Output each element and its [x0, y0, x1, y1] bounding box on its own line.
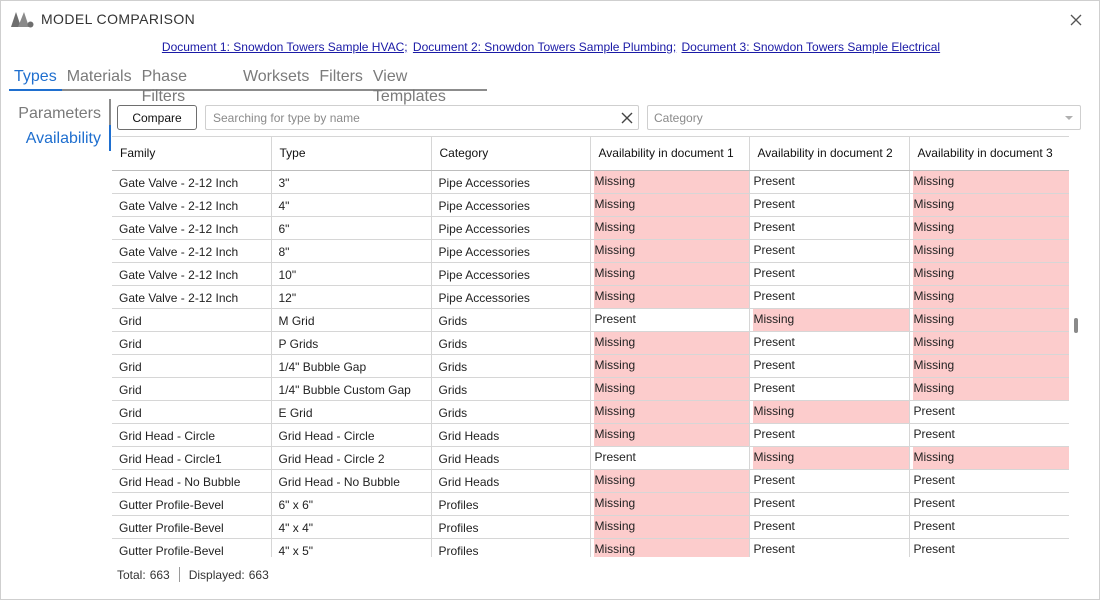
- category-dropdown[interactable]: [647, 105, 1081, 130]
- window-title: MODEL COMPARISON: [41, 11, 196, 27]
- table-row[interactable]: [112, 354, 1069, 377]
- cell-availability-doc-2: [749, 193, 909, 216]
- cell-availability-doc-3: [909, 331, 1069, 354]
- document-3-link[interactable]: Document 3: Snowdon Towers Sample Electrical: [681, 40, 941, 54]
- cell-availability-doc-1: [590, 170, 749, 193]
- cell-availability-doc-3: [909, 354, 1069, 377]
- displayed-count: 663: [248, 567, 269, 582]
- availability-status: Missing: [913, 263, 1069, 285]
- cell-type: 8": [271, 239, 431, 262]
- cell-category: Grids: [431, 331, 590, 354]
- app-logo-icon: [10, 10, 34, 28]
- cell-category: Pipe Accessories: [431, 239, 590, 262]
- availability-status: Present: [753, 334, 795, 349]
- cell-family: Grid: [112, 308, 271, 331]
- availability-status: Missing: [913, 332, 1069, 354]
- tab-phase-filters[interactable]: Phase Filters: [141, 68, 187, 105]
- availability-status: Missing: [594, 378, 749, 400]
- cell-availability-doc-1: [590, 239, 749, 262]
- availability-status: Present: [753, 219, 795, 234]
- document-2-link[interactable]: Document 2: Snowdon Towers Sample Plumbing;: [412, 40, 677, 54]
- availability-status: Present: [594, 311, 636, 326]
- availability-status: Present: [913, 472, 955, 487]
- side-nav-parameters[interactable]: Parameters: [18, 105, 101, 122]
- cell-family: Gutter Profile-Bevel: [112, 538, 271, 557]
- availability-status: Present: [753, 196, 795, 211]
- availability-status: Present: [753, 173, 795, 188]
- cell-type: 4" x 4": [271, 515, 431, 538]
- cell-family: Grid: [112, 400, 271, 423]
- table-row[interactable]: [112, 193, 1069, 216]
- cell-family: Grid: [112, 354, 271, 377]
- availability-status: Present: [753, 495, 795, 510]
- cell-availability-doc-1: [590, 216, 749, 239]
- cell-availability-doc-2: [749, 515, 909, 538]
- cell-availability-doc-2: [749, 239, 909, 262]
- tab-view-templates[interactable]: View Templates: [372, 68, 446, 105]
- table-row[interactable]: [112, 308, 1069, 331]
- availability-status: Missing: [753, 447, 909, 469]
- cell-family: Gate Valve - 2-12 Inch: [112, 216, 271, 239]
- availability-status: Present: [753, 541, 795, 556]
- cell-type: 12": [271, 285, 431, 308]
- table-row[interactable]: [112, 216, 1069, 239]
- availability-status: Missing: [913, 378, 1069, 400]
- cell-type: Grid Head - No Bubble: [271, 469, 431, 492]
- cell-availability-doc-1: [590, 423, 749, 446]
- cell-family: Grid: [112, 377, 271, 400]
- availability-status: Present: [753, 380, 795, 395]
- cell-availability-doc-1: [590, 193, 749, 216]
- vertical-scrollbar[interactable]: [1069, 136, 1083, 557]
- cell-type: Grid Head - Circle 2: [271, 446, 431, 469]
- cell-family: Gate Valve - 2-12 Inch: [112, 170, 271, 193]
- availability-status: Missing: [913, 355, 1069, 377]
- cell-availability-doc-1: [590, 400, 749, 423]
- cell-availability-doc-3: [909, 170, 1069, 193]
- table-row[interactable]: [112, 492, 1069, 515]
- availability-status: Missing: [594, 240, 749, 262]
- clear-search-icon[interactable]: [620, 111, 634, 125]
- availability-status: Missing: [913, 309, 1069, 331]
- availability-status: Missing: [594, 516, 749, 538]
- side-nav: [1, 99, 111, 151]
- availability-status: Missing: [594, 171, 749, 193]
- footer-divider: [179, 567, 180, 582]
- cell-availability-doc-3: [909, 216, 1069, 239]
- cell-category: Grid Heads: [431, 446, 590, 469]
- availability-status: Present: [753, 426, 795, 441]
- cell-availability-doc-1: [590, 354, 749, 377]
- cell-availability-doc-3: [909, 446, 1069, 469]
- table-row[interactable]: [112, 331, 1069, 354]
- cell-type: P Grids: [271, 331, 431, 354]
- availability-status: Missing: [594, 470, 749, 492]
- cell-category: Pipe Accessories: [431, 285, 590, 308]
- availability-status: Present: [753, 265, 795, 280]
- availability-status: Missing: [594, 401, 749, 423]
- availability-status: Missing: [594, 493, 749, 515]
- cell-category: Pipe Accessories: [431, 262, 590, 285]
- tab-types[interactable]: Types: [9, 67, 62, 91]
- cell-availability-doc-2: [749, 492, 909, 515]
- side-nav-availability[interactable]: Availability: [25, 130, 101, 147]
- availability-status: Missing: [594, 286, 749, 308]
- total-label: Total:: [117, 567, 146, 582]
- table-row[interactable]: [112, 262, 1069, 285]
- cell-type: 10": [271, 262, 431, 285]
- cell-type: 3": [271, 170, 431, 193]
- main-tabs: [9, 67, 487, 105]
- cell-availability-doc-2: [749, 538, 909, 557]
- table-row[interactable]: [112, 538, 1069, 557]
- cell-category: Grid Heads: [431, 469, 590, 492]
- tab-worksets[interactable]: Worksets: [242, 68, 310, 85]
- table-row[interactable]: [112, 239, 1069, 262]
- cell-availability-doc-1: [590, 446, 749, 469]
- chevron-down-icon: [1064, 114, 1074, 122]
- cell-type: 1/4" Bubble Custom Gap: [271, 377, 431, 400]
- cell-category: Profiles: [431, 515, 590, 538]
- column-header-type[interactable]: Type: [271, 137, 431, 170]
- availability-status: Present: [913, 403, 955, 418]
- cell-availability-doc-2: [749, 262, 909, 285]
- availability-status: Present: [753, 472, 795, 487]
- cell-category: Grid Heads: [431, 423, 590, 446]
- cell-availability-doc-2: [749, 170, 909, 193]
- cell-family: Gate Valve - 2-12 Inch: [112, 262, 271, 285]
- cell-availability-doc-3: [909, 377, 1069, 400]
- cell-availability-doc-2: [749, 423, 909, 446]
- cell-availability-doc-3: [909, 423, 1069, 446]
- cell-availability-doc-3: [909, 308, 1069, 331]
- column-header-availability-doc-2[interactable]: Availability in document 2: [749, 137, 909, 170]
- table-row[interactable]: [112, 446, 1069, 469]
- tab-filters[interactable]: Filters: [319, 68, 363, 85]
- availability-status: Missing: [913, 217, 1069, 239]
- cell-availability-doc-1: [590, 377, 749, 400]
- availability-status: Missing: [913, 447, 1069, 469]
- table-row[interactable]: [112, 515, 1069, 538]
- document-links: [1, 40, 1100, 54]
- cell-family: Gate Valve - 2-12 Inch: [112, 239, 271, 262]
- cell-type: Grid Head - Circle: [271, 423, 431, 446]
- compare-button[interactable]: Compare: [117, 105, 197, 130]
- cell-type: E Grid: [271, 400, 431, 423]
- cell-category: Grids: [431, 354, 590, 377]
- column-header-availability-doc-1[interactable]: Availability in document 1: [590, 137, 749, 170]
- total-count: 663: [149, 567, 170, 582]
- availability-status: Missing: [753, 309, 909, 331]
- cell-availability-doc-2: [749, 469, 909, 492]
- cell-category: Pipe Accessories: [431, 170, 590, 193]
- table-row[interactable]: [112, 170, 1069, 193]
- table-row[interactable]: [112, 377, 1069, 400]
- availability-status: Missing: [594, 355, 749, 377]
- cell-category: Pipe Accessories: [431, 193, 590, 216]
- table-body: [112, 170, 1069, 557]
- cell-availability-doc-1: [590, 308, 749, 331]
- cell-availability-doc-1: [590, 331, 749, 354]
- cell-type: 4" x 5": [271, 538, 431, 557]
- close-icon[interactable]: [1065, 9, 1087, 31]
- cell-availability-doc-2: [749, 446, 909, 469]
- document-1-link[interactable]: Document 1: Snowdon Towers Sample HVAC;: [161, 40, 408, 54]
- availability-status: Present: [753, 518, 795, 533]
- availability-status: Missing: [594, 194, 749, 216]
- cell-availability-doc-3: [909, 239, 1069, 262]
- cell-type: M Grid: [271, 308, 431, 331]
- cell-availability-doc-2: [749, 216, 909, 239]
- cell-category: Grids: [431, 308, 590, 331]
- availability-status: Missing: [913, 171, 1069, 193]
- availability-status: Present: [913, 426, 955, 441]
- cell-family: Gate Valve - 2-12 Inch: [112, 285, 271, 308]
- availability-status: Missing: [594, 332, 749, 354]
- availability-status: Present: [753, 242, 795, 257]
- cell-availability-doc-2: [749, 285, 909, 308]
- cell-availability-doc-1: [590, 262, 749, 285]
- cell-type: 4": [271, 193, 431, 216]
- availability-status: Present: [913, 518, 955, 533]
- cell-family: Grid Head - Circle1: [112, 446, 271, 469]
- scrollbar-thumb[interactable]: [1074, 318, 1078, 333]
- cell-availability-doc-1: [590, 492, 749, 515]
- cell-category: Pipe Accessories: [431, 216, 590, 239]
- cell-family: Grid Head - No Bubble: [112, 469, 271, 492]
- tab-materials[interactable]: Materials: [66, 68, 132, 85]
- availability-status: Missing: [594, 263, 749, 285]
- cell-availability-doc-1: [590, 285, 749, 308]
- cell-category: Grids: [431, 400, 590, 423]
- table-row[interactable]: [112, 285, 1069, 308]
- availability-status: Missing: [594, 424, 749, 446]
- title-bar: [1, 1, 1100, 37]
- cell-category: Profiles: [431, 492, 590, 515]
- category-dropdown-label: Category: [654, 111, 703, 125]
- column-header-family[interactable]: Family: [112, 137, 271, 170]
- availability-status: Missing: [594, 217, 749, 239]
- side-nav-active-indicator: [109, 125, 111, 151]
- table-row[interactable]: [112, 423, 1069, 446]
- cell-category: Profiles: [431, 538, 590, 557]
- cell-family: Grid: [112, 331, 271, 354]
- cell-availability-doc-3: [909, 285, 1069, 308]
- cell-availability-doc-2: [749, 331, 909, 354]
- cell-availability-doc-2: [749, 308, 909, 331]
- availability-status: Missing: [913, 194, 1069, 216]
- availability-table: [112, 136, 1069, 557]
- cell-availability-doc-3: [909, 515, 1069, 538]
- cell-availability-doc-3: [909, 492, 1069, 515]
- availability-status: Missing: [594, 539, 749, 558]
- status-footer: [117, 567, 269, 582]
- cell-family: Grid Head - Circle: [112, 423, 271, 446]
- cell-type: 1/4" Bubble Gap: [271, 354, 431, 377]
- cell-type: 6" x 6": [271, 492, 431, 515]
- cell-family: Gate Valve - 2-12 Inch: [112, 193, 271, 216]
- availability-status: Present: [753, 357, 795, 372]
- cell-type: 6": [271, 216, 431, 239]
- availability-status: Missing: [913, 286, 1069, 308]
- cell-availability-doc-3: [909, 538, 1069, 557]
- cell-availability-doc-2: [749, 377, 909, 400]
- cell-category: Grids: [431, 377, 590, 400]
- column-header-category[interactable]: Category: [431, 137, 590, 170]
- cell-availability-doc-3: [909, 262, 1069, 285]
- table-row[interactable]: [112, 469, 1069, 492]
- cell-availability-doc-2: [749, 354, 909, 377]
- cell-availability-doc-1: [590, 469, 749, 492]
- table-row[interactable]: [112, 400, 1069, 423]
- availability-status: Missing: [753, 401, 909, 423]
- table-header-row: [112, 137, 1069, 170]
- cell-availability-doc-1: [590, 538, 749, 557]
- cell-availability-doc-1: [590, 515, 749, 538]
- search-input[interactable]: [207, 107, 607, 128]
- availability-status: Present: [913, 495, 955, 510]
- cell-availability-doc-3: [909, 400, 1069, 423]
- cell-availability-doc-3: [909, 193, 1069, 216]
- cell-availability-doc-3: [909, 469, 1069, 492]
- availability-status: Present: [753, 288, 795, 303]
- cell-availability-doc-2: [749, 400, 909, 423]
- availability-status: Present: [594, 449, 636, 464]
- displayed-label: Displayed:: [188, 567, 245, 582]
- cell-family: Gutter Profile-Bevel: [112, 515, 271, 538]
- column-header-availability-doc-3[interactable]: Availability in document 3: [909, 137, 1069, 170]
- availability-status: Missing: [913, 240, 1069, 262]
- search-box: [205, 105, 639, 130]
- availability-status: Present: [913, 541, 955, 556]
- cell-family: Gutter Profile-Bevel: [112, 492, 271, 515]
